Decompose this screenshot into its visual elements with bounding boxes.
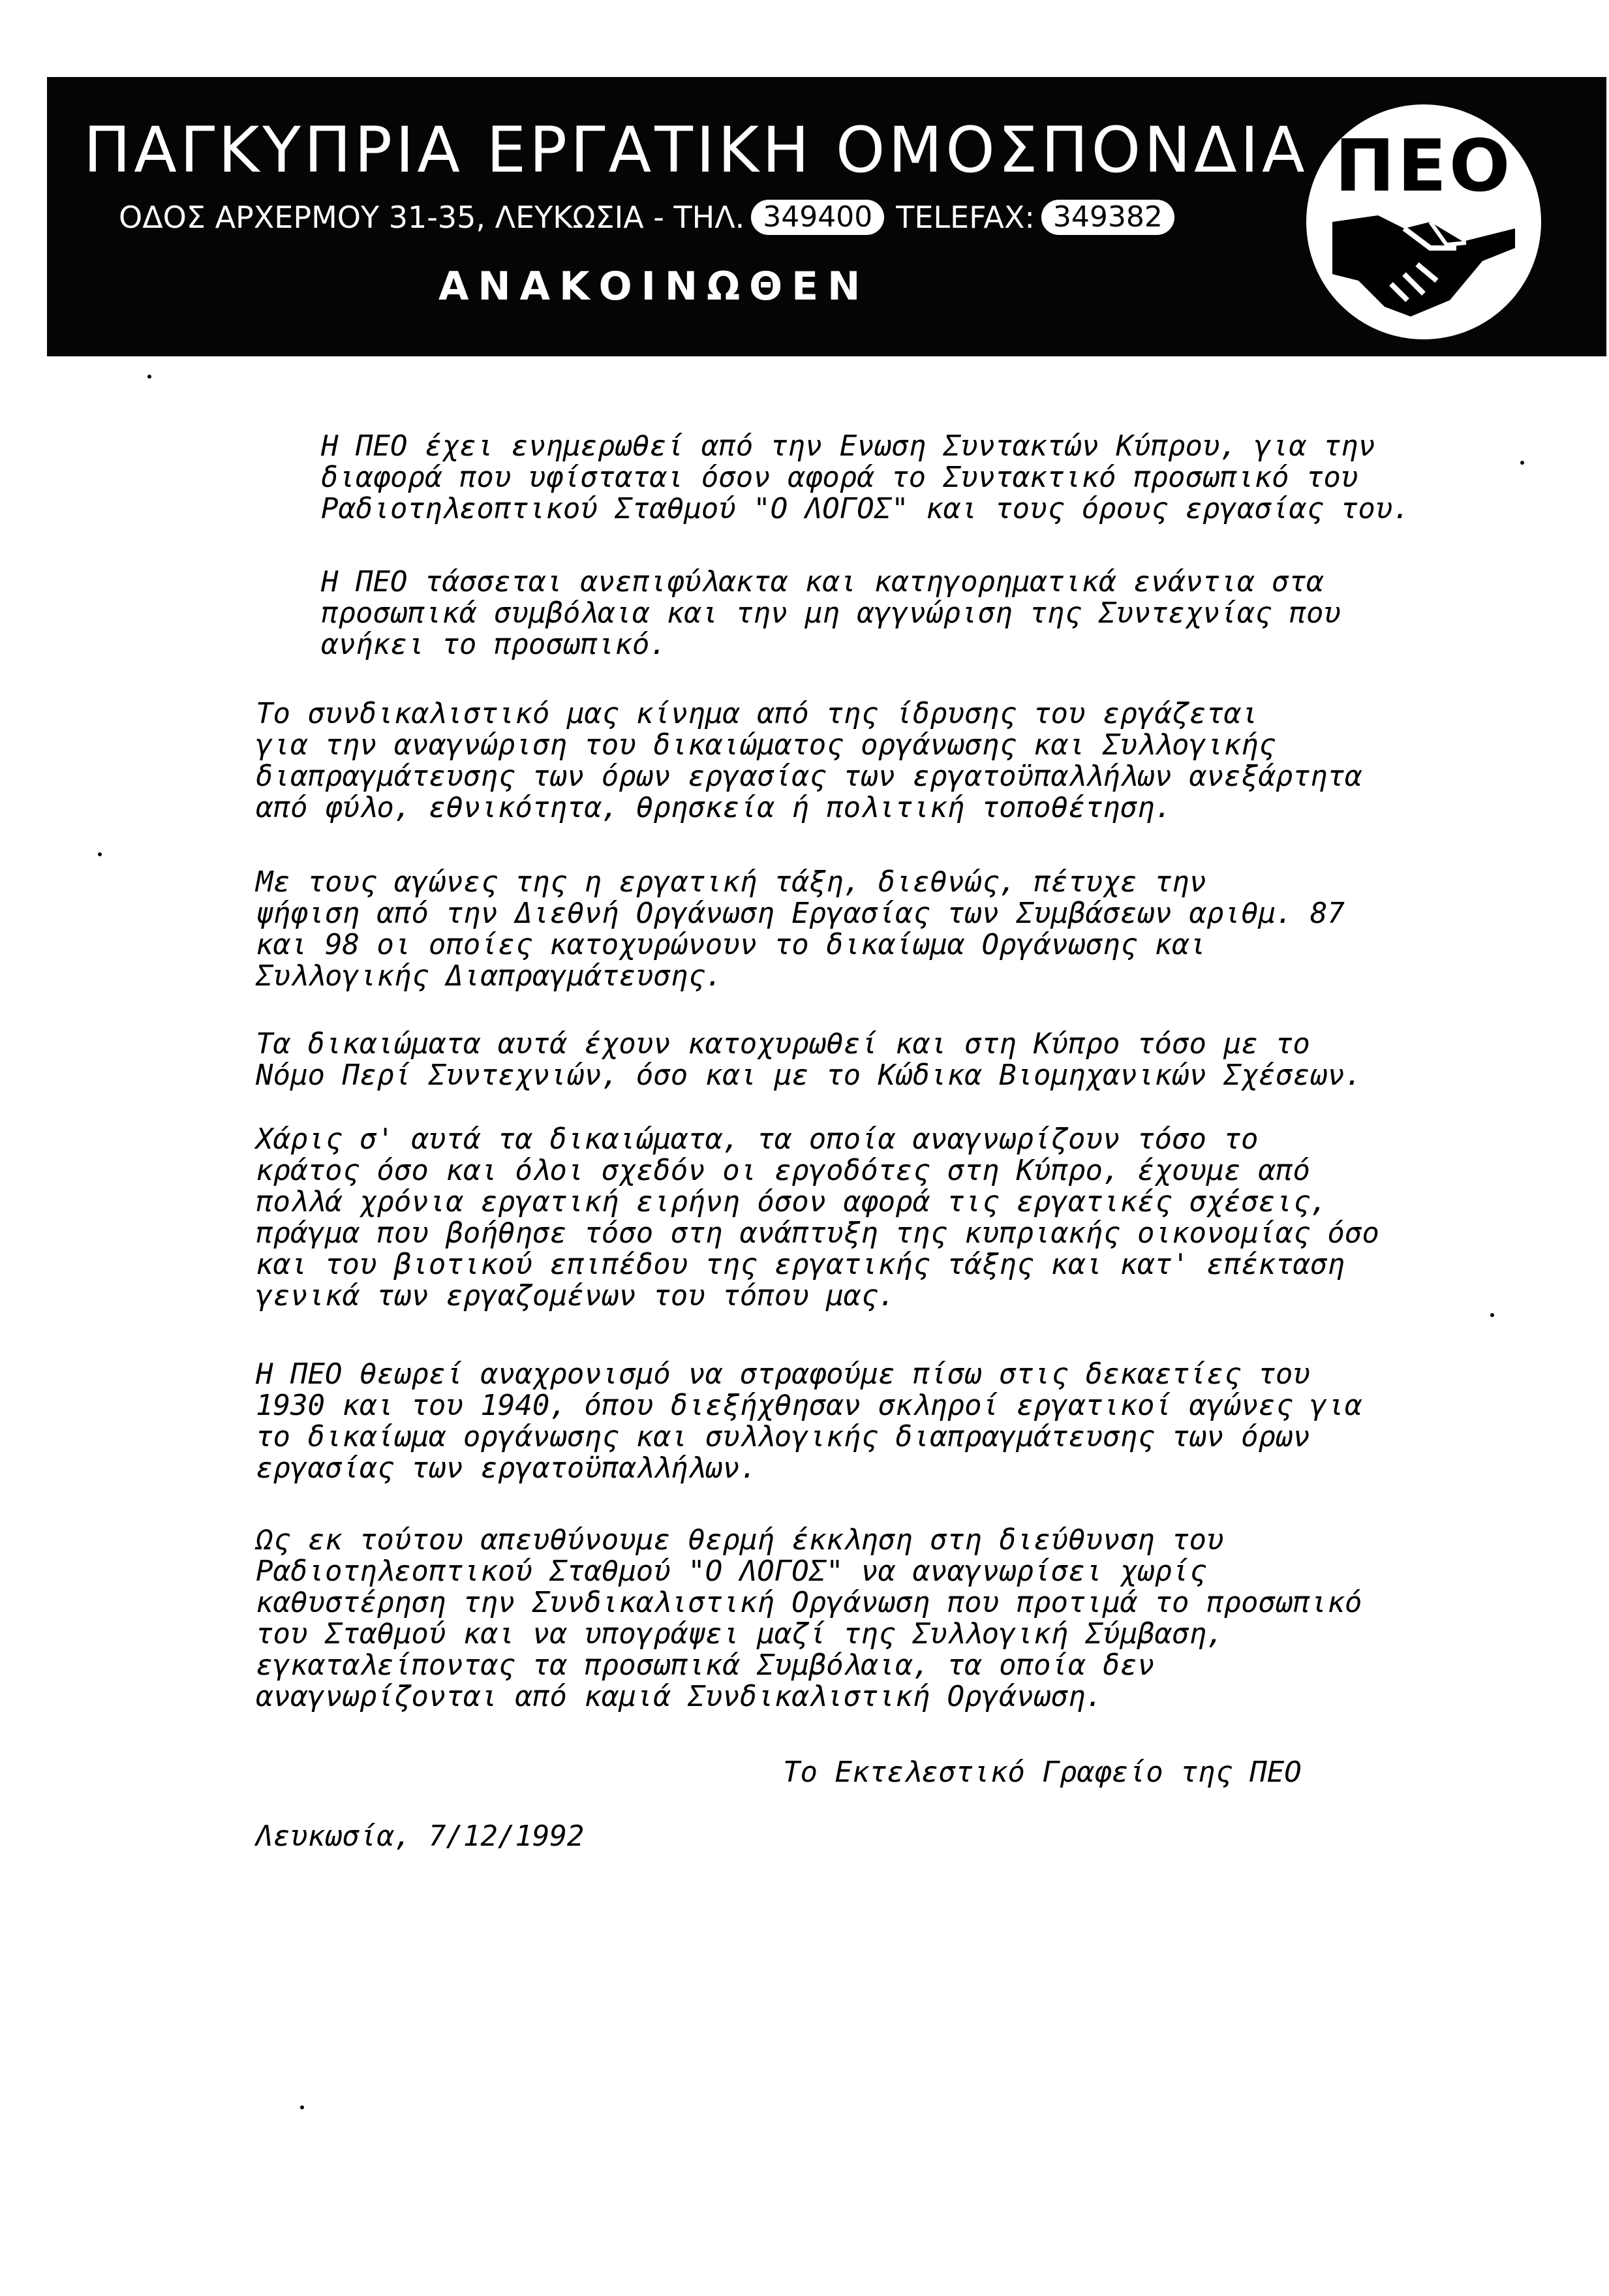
paragraph-2: Η ΠΕΟ τάσσεται ανεπιφύλακτα και κατηγορηματικά ενάντια στα προσωπικά συμβόλαια και την μη αγγνώριση της Συντεχνίας που ανήκει το προσωπικό. [321, 565, 1341, 661]
scan-speck [147, 375, 151, 379]
fax-number: 349382 [1041, 200, 1174, 235]
logo-text: ΠΕΟ [1334, 124, 1513, 208]
paragraph-5: Τα δικαιώματα αυτά έχουν κατοχυρωθεί και στη Κύπρο τόσο με το Νόμο Περί Συντεχνιών, όσο και με το Κώδικα Βιομηχανικών Σχέσεων. [256, 1027, 1362, 1092]
signature: Το Εκτελεστικό Γραφείο της ΠΕΟ [783, 1756, 1302, 1789]
scan-speck [300, 2105, 304, 2109]
scan-speck [98, 852, 102, 856]
announcement-title: ΑΝΑΚΟΙΝΩΘΕΝ [438, 264, 870, 309]
peo-logo [1306, 104, 1541, 339]
paragraph-6: Χάρις σ' αυτά τα δικαιώματα, τα οποία αναγνωρίζουν τόσο το κράτος όσο και όλοι σχεδόν οι εργοδότες στη Κύπρο, έχουμε από πολλά χρόνια εργατική ειρήνη όσον αφορά τις εργατικές σχέσεις, πράγμα που βοήθησε τόσο στη ανάπτυξη της κυπριακής οικονομίας όσο και του βιοτικού επιπέδου της εργατικής τάξης και κατ' επέκταση γενικά των εργαζομένων του τόπου μας. [256, 1123, 1379, 1312]
address-text: ΟΔΟΣ ΑΡΧΕΡΜΟΥ 31-35, ΛΕΥΚΩΣΙΑ - ΤΗΛ. [119, 200, 745, 235]
scan-speck [1490, 1313, 1494, 1317]
letterhead-banner [47, 77, 1606, 356]
organization-name: ΠΑΓΚΥΠΡΙΑ ΕΡΓΑΤΙΚΗ ΟΜΟΣΠΟΝΔΙΑ [84, 114, 1308, 187]
scan-speck [1520, 461, 1524, 465]
fax-label: TELEFAX: [896, 200, 1035, 235]
handshake-icon [1332, 202, 1515, 320]
address-line [119, 200, 1181, 235]
phone-number: 349400 [751, 200, 884, 235]
paragraph-1: Η ΠΕΟ έχει ενημερωθεί από την Ενωση Συντακτών Κύπρου, για την διαφορά που υφίσταται όσον αφορά το Συντακτικό προσωπικό του Ραδιοτηλεοπτικού Σταθμού "Ο ΛΟΓΟΣ" και τους όρους εργασίας του. [321, 429, 1410, 525]
place-date: Λευκωσία, 7/12/1992 [256, 1820, 585, 1853]
paragraph-4: Με τους αγώνες της η εργατική τάξη, διεθνώς, πέτυχε την ψήφιση από την Διεθνή Οργάνωση Εργασίας των Συμβάσεων αριθμ. 87 και 98 οι οποίες κατοχυρώνουν το δικαίωμα Οργάνωσης και Συλλογικής Διαπραγμάτευσης. [256, 865, 1345, 993]
paragraph-3: Το συνδικαλιστικό μας κίνημα από της ίδρυσης του εργάζεται για την αναγνώριση του δικαιώματος οργάνωσης και Συλλογικής διαπραγμάτευσης των όρων εργασίας των εργατοϋπαλλήλων ανεξάρτητα από φύλο, εθνικότητα, θρησκεία ή πολιτική τοποθέτηση. [256, 697, 1362, 824]
paragraph-7: Η ΠΕΟ θεωρεί αναχρονισμό να στραφούμε πίσω στις δεκαετίες του 1930 και του 1940, όπου διεξήχθησαν σκληροί εργατικοί αγώνες για το δικαίωμα οργάνωσης και συλλογικής διαπραγμάτευσης των όρων εργασίας των εργατοϋπαλλήλων. [256, 1357, 1362, 1485]
paragraph-8: Ως εκ τούτου απευθύνουμε θερμή έκκληση στη διεύθυνση του Ραδιοτηλεοπτικού Σταθμού "Ο ΛΟΓΟΣ" να αναγνωρίσει χωρίς καθυστέρηση την Συνδικαλιστική Οργάνωση που προτιμά το προσωπικό του Σταθμού και να υπογράψει μαζί της Συλλογική Σύμβαση, εγκαταλείποντας τα προσωπικά Συμβόλαια, τα οποία δεν αναγνωρίζονται από καμιά Συνδικαλιστική Οργάνωση. [256, 1523, 1362, 1713]
